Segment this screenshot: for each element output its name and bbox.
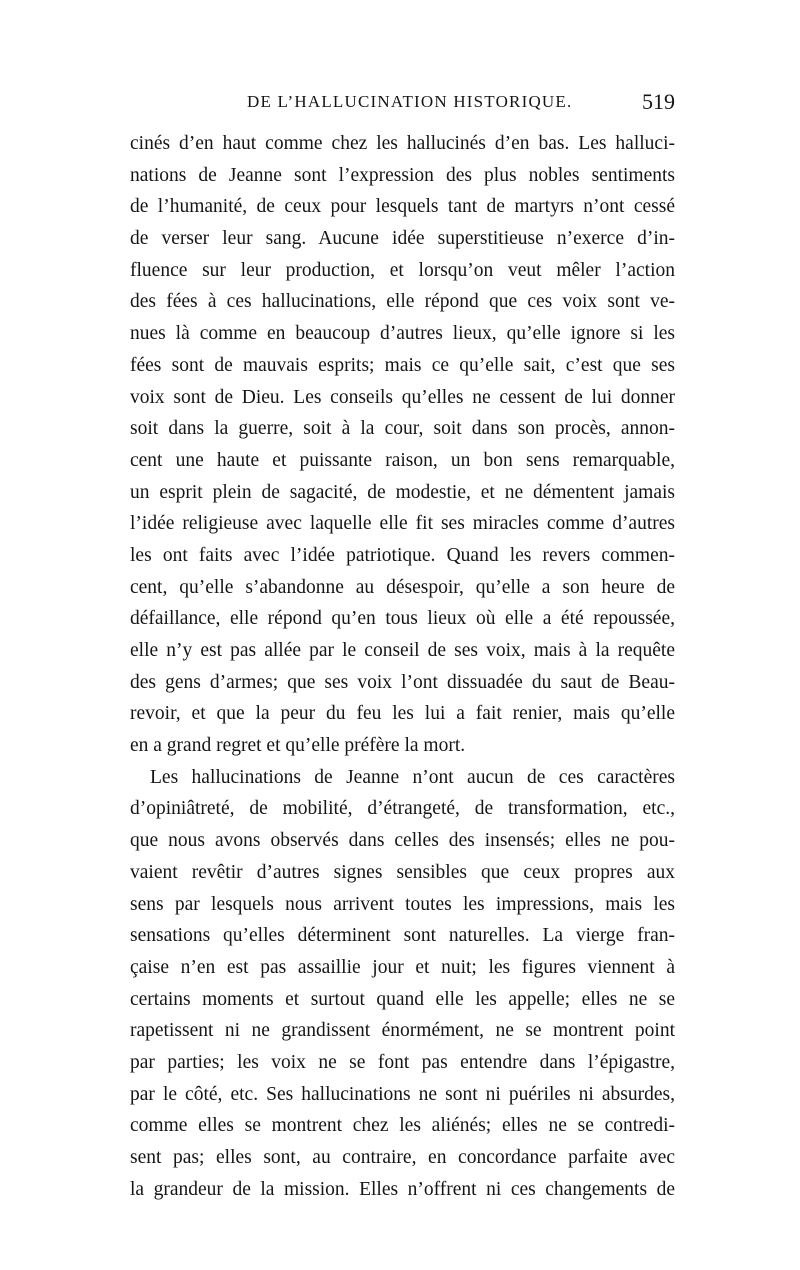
text-line: d’opiniâtreté, de mobilité, d’étrangeté, de transformation, etc.,: [130, 798, 675, 820]
text-line: que nous avons observés dans celles des insensés; elles ne pou-: [130, 830, 675, 852]
text-line: de l’humanité, de ceux pour lesquels tant de martyrs n’ont cessé: [130, 196, 675, 218]
running-title: DE L’HALLUCINATION HISTORIQUE.: [247, 92, 573, 111]
text-line: cinés d’en haut comme chez les hallucinés d’en bas. Les halluci-: [130, 133, 675, 154]
text-line: vaient revêtir d’autres signes sensibles que ceux propres aux: [130, 861, 675, 883]
text-line: elle n’y est pas allée par le conseil de ses voix, mais à la requête: [130, 640, 675, 661]
text-line: les ont faits avec l’idée patriotique. Quand les revers commen-: [130, 544, 675, 566]
text-line: par parties; les voix ne se font pas entendre dans l’épigastre,: [130, 1051, 675, 1073]
text-line: sent pas; elles sont, au contraire, en concordance parfaite avec: [130, 1147, 675, 1168]
text-line: fluence sur leur production, et lorsqu’on veut mêler l’action: [130, 259, 675, 281]
text-line: certains moments et surtout quand elle les appelle; elles ne se: [130, 988, 675, 1010]
text-line: défaillance, elle répond qu’en tous lieux où elle a été repoussée,: [130, 608, 675, 630]
text-line: revoir, et que la peur du feu les lui a fait renier, mais qu’elle: [130, 703, 675, 725]
text-line: sensations qu’elles déterminent sont naturelles. La vierge fran-: [130, 925, 675, 947]
text-line: çaise n’en est pas assaillie jour et nuit; les figures viennent à: [130, 956, 675, 978]
text-line: par le côté, etc. Ses hallucinations ne sont ni puériles ni absurdes,: [130, 1083, 675, 1105]
text-line: de verser leur sang. Aucune idée superstitieuse n’exerce d’in-: [130, 228, 675, 250]
body-text: [130, 128, 675, 1205]
text-line: cent une haute et puissante raison, un bon sens remarquable,: [130, 449, 675, 471]
text-line: un esprit plein de sagacité, de modestie, et ne démentent jamais: [130, 481, 675, 503]
text-line: nues là comme en beaucoup d’autres lieux, qu’elle ignore si les: [130, 323, 675, 345]
text-line: Les hallucinations de Jeanne n’ont aucun de ces caractères: [150, 766, 675, 788]
running-header: [130, 89, 675, 118]
text-line: fées sont de mauvais esprits; mais ce qu’elle sait, c’est que ses: [130, 354, 675, 376]
paragraph-2: [130, 762, 675, 1206]
text-line: la grandeur de la mission. Elles n’offrent ni ces changements de: [130, 1178, 675, 1200]
text-line: en a grand regret et qu’elle préfère la mort.: [130, 735, 466, 757]
text-line: comme elles se montrent chez les aliénés; elles ne se contredi-: [130, 1115, 675, 1137]
text-line: cent, qu’elle s’abandonne au désespoir, qu’elle a son heure de: [130, 576, 675, 598]
page-number: 519: [642, 89, 675, 114]
text-line: des fées à ces hallucinations, elle répond que ces voix sont ve-: [130, 291, 675, 313]
text-line: l’idée religieuse avec laquelle elle fit ses miracles comme d’autres: [130, 513, 675, 535]
text-line: voix sont de Dieu. Les conseils qu’elles ne cessent de lui donner: [130, 386, 675, 408]
text-line: soit dans la guerre, soit à la cour, soit dans son procès, annon-: [130, 418, 675, 440]
text-line: nations de Jeanne sont l’expression des plus nobles sentiments: [130, 164, 675, 186]
text-line: sens par lesquels nous arrivent toutes les impressions, mais les: [130, 893, 675, 915]
text-line: des gens d’armes; que ses voix l’ont dissuadée du saut de Beau-: [130, 671, 675, 693]
text-line: rapetissent ni ne grandissent énormément, ne se montrent point: [130, 1020, 675, 1042]
paragraph-1: [130, 128, 675, 762]
